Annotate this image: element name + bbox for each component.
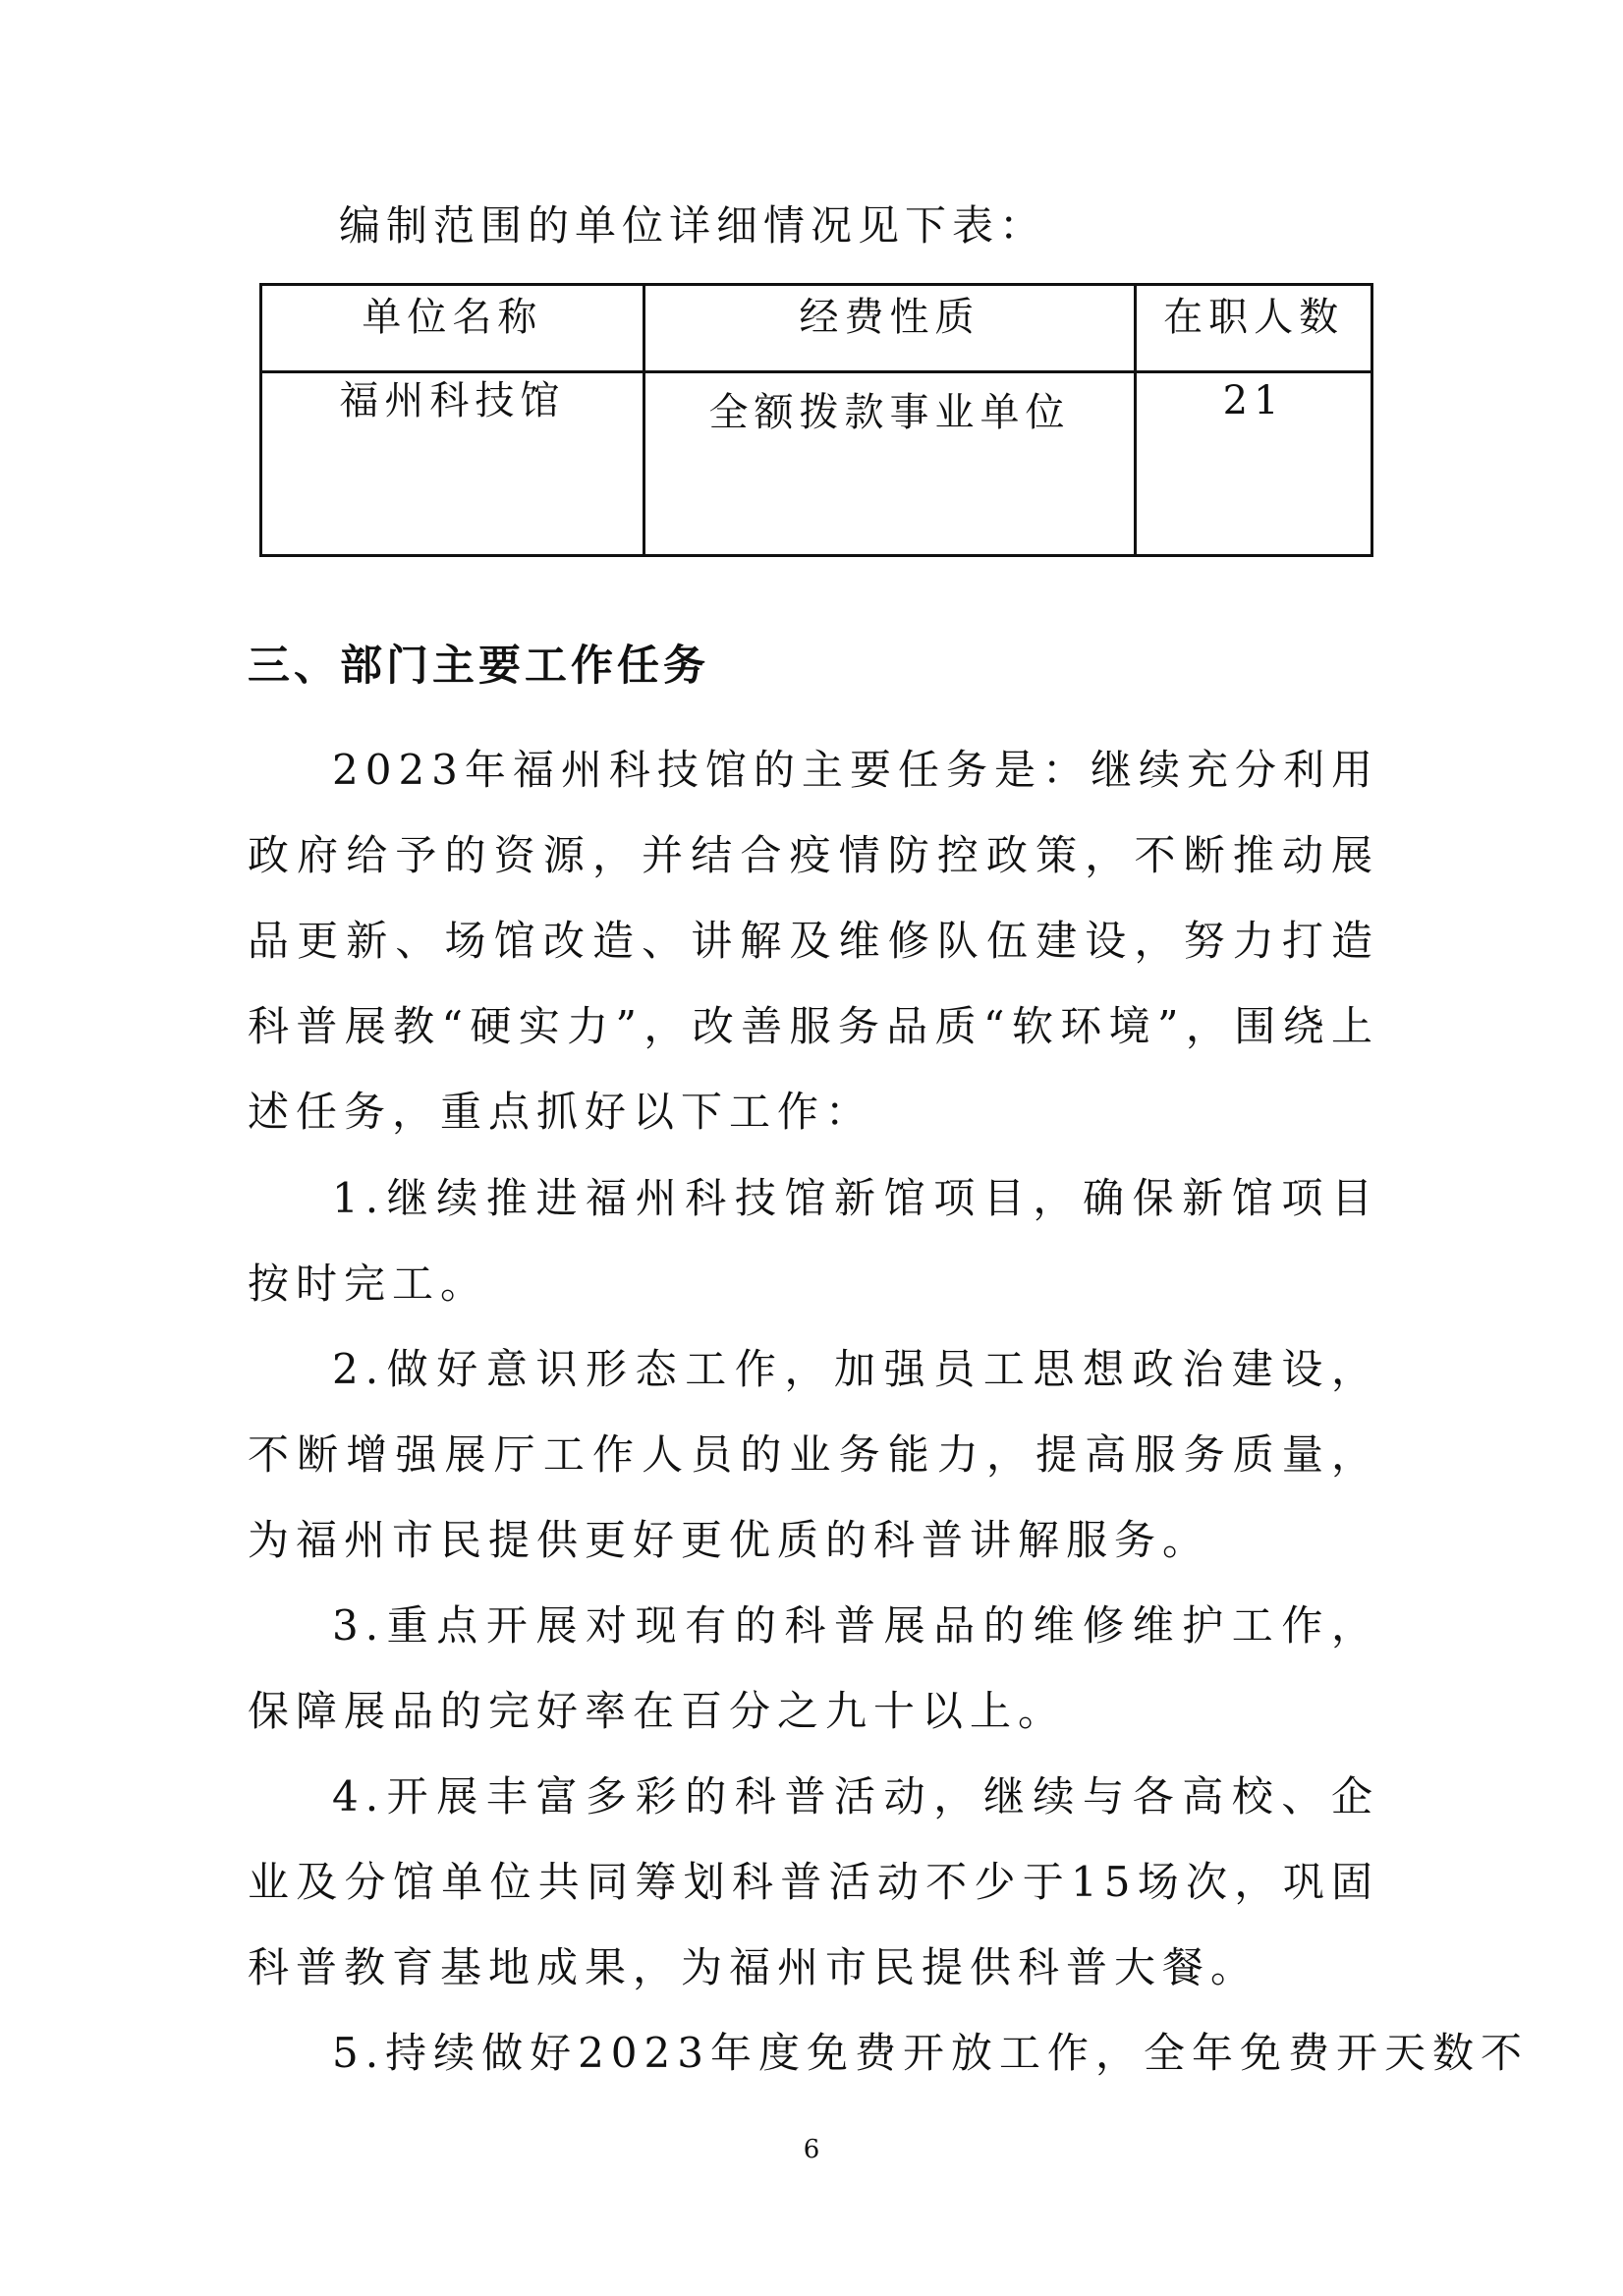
unit-details-table bbox=[259, 283, 1373, 557]
cell-staff-count: 21 bbox=[1136, 372, 1372, 556]
paragraph-task-3: 3.重点开展对现有的科普展品的维修维护工作，保障展品的完好率在百分之九十以上。 bbox=[248, 1601, 1379, 1735]
header-unit-name: 单位名称 bbox=[261, 285, 644, 372]
paragraph-task-4: 4.开展丰富多彩的科普活动，继续与各高校、企业及分馆单位共同筹划科普活动不少于15场次，巩固科普教育基地成果，为福州市民提供科普大餐。 bbox=[248, 1772, 1379, 1991]
paragraph-task-1: 1.继续推进福州科技馆新馆项目，确保新馆项目按时完工。 bbox=[248, 1174, 1379, 1308]
table-header-row bbox=[261, 285, 1372, 372]
paragraph-task-2: 2.做好意识形态工作，加强员工思想政治建设，不断增强展厅工作人员的业务能力，提高服务质量，为福州市民提供更好更优质的科普讲解服务。 bbox=[248, 1345, 1379, 1564]
cell-unit-name: 福州科技馆 bbox=[261, 372, 644, 556]
table-intro-text: 编制范围的单位详细情况见下表： bbox=[339, 201, 1047, 250]
header-funding-type: 经费性质 bbox=[644, 285, 1135, 372]
paragraph-task-5: 5.持续做好2023年度免费开放工作，全年免费开天数不 bbox=[332, 2029, 1529, 2077]
header-staff-count: 在职人数 bbox=[1136, 285, 1372, 372]
cell-funding-type: 全额拨款事业单位 bbox=[644, 372, 1135, 556]
page-number: 6 bbox=[803, 2135, 820, 2164]
section-heading: 三、部门主要工作任务 bbox=[248, 642, 709, 691]
paragraph-main-tasks: 2023年福州科技馆的主要任务是：继续充分利用政府给予的资源，并结合疫情防控政策，不断推动展品更新、场馆改造、讲解及维修队伍建设，努力打造科普展教“硬实力”，改善服务品质“软环境”，围绕上述任务，重点抓好以下工作： bbox=[248, 746, 1379, 1136]
table-row bbox=[261, 372, 1372, 556]
